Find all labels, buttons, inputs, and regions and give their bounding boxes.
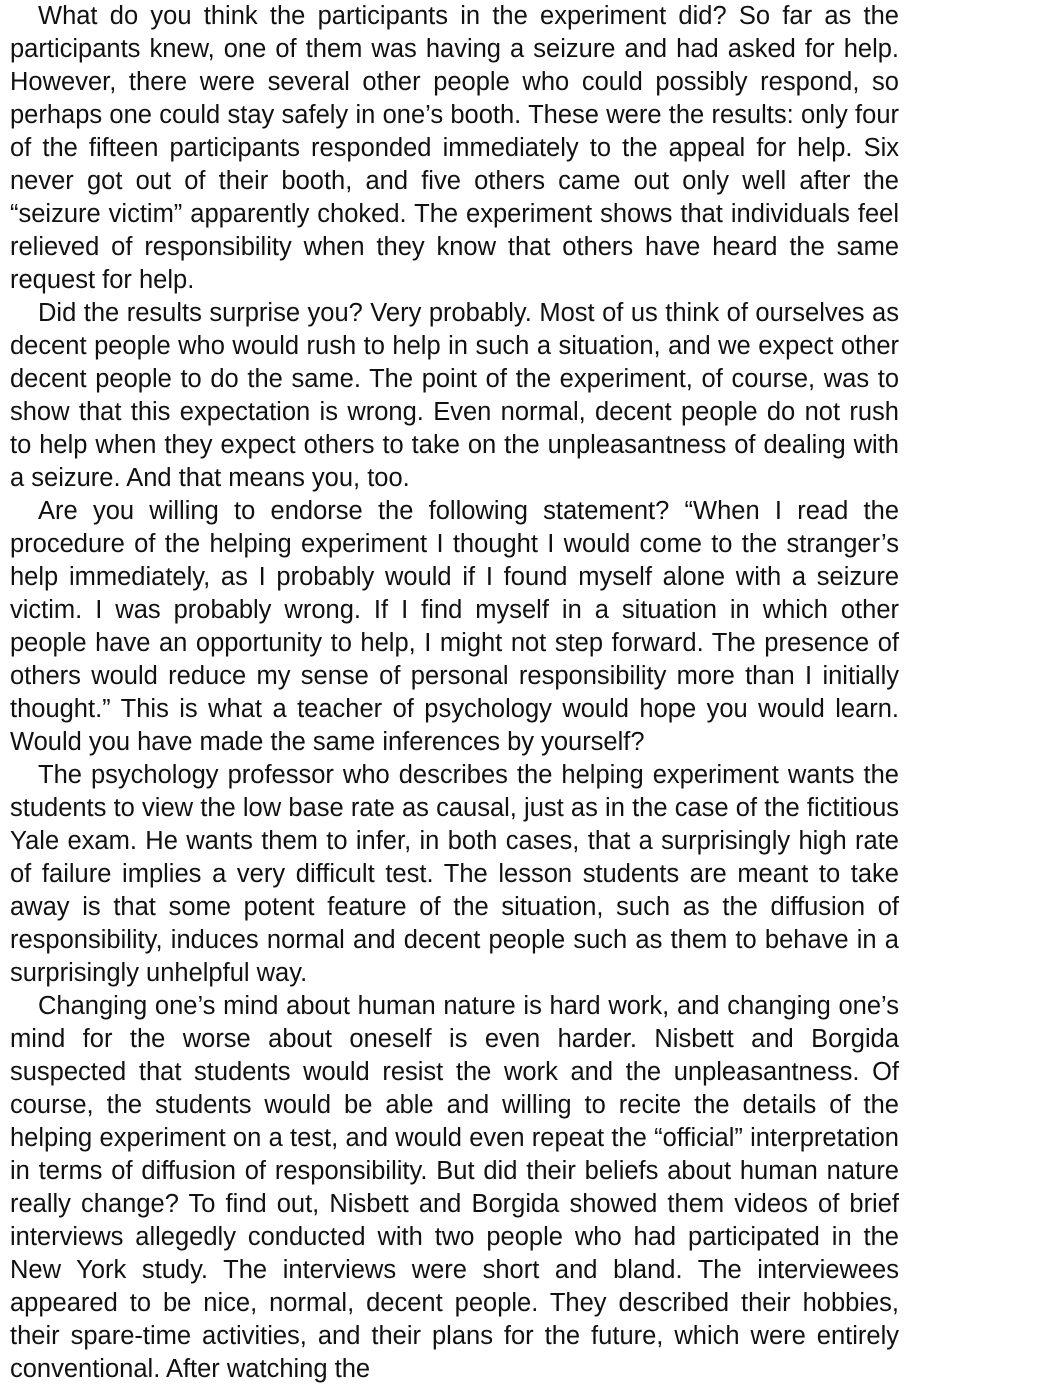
document-page (10, 0, 899, 1386)
paragraph-changing-mind: Changing one’s mind about human nature is hard work, and changing one’s mind for the worse about oneself is even harder. Nisbett and Borgida suspected that students would resist the work and the unpleasantness. Of course, the students would be able and willing to recite the details of the helping experiment on a test, and would even repeat the “official” interpretation in terms of diffusion of responsibility. But did their beliefs about human nature really change? To find out, Nisbett and Borgida showed them videos of brief interviews allegedly conducted with two people who had participated in the New York study. The interviews were short and bland. The interviewees appeared to be nice, normal, decent people. They described their hobbies, their spare-time activities, and their plans for the future, which were entirely conventional. After watching the (10, 992, 899, 1383)
paragraph-participants-results: What do you think the participants in the experiment did? So far as the participants knew, one of them was having a seizure and had asked for help. However, there were several other people who could possibly respond, so perhaps one could stay safely in one’s booth. These were the results: only four of the fifteen participants responded immediately to the appeal for help. Six never got out of their booth, and five others came out only well after the “seizure victim” apparently choked. The experiment shows that individuals feel relieved of responsibility when they know that others have heard the same request for help. (10, 2, 899, 294)
paragraph-endorse-statement: Are you willing to endorse the following statement? “When I read the procedure of the helping experiment I thought I would come to the stranger’s help immediately, as I probably would if I found myself alone with a seizure victim. I was probably wrong. If I find myself in a situation in which other people have an opportunity to help, I might not step forward. The presence of others would reduce my sense of personal responsibility more than I initially thought.” This is what a teacher of psychology would hope you would learn. Would you have made the same inferences by yourself? (10, 497, 899, 756)
paragraph-professor-lesson: The psychology professor who describes the helping experiment wants the students to view the low base rate as causal, just as in the case of the fictitious Yale exam. He wants them to infer, in both cases, that a surprisingly high rate of failure implies a very difficult test. The lesson students are meant to take away is that some potent feature of the situation, such as the diffusion of responsibility, induces normal and decent people such as them to behave in a surprisingly unhelpful way. (10, 761, 899, 987)
paragraph-results-surprise: Did the results surprise you? Very probably. Most of us think of ourselves as decent people who would rush to help in such a situation, and we expect other decent people to do the same. The point of the experiment, of course, was to show that this expectation is wrong. Even normal, decent people do not rush to help when they expect others to take on the unpleasantness of dealing with a seizure. And that means you, too. (10, 299, 899, 492)
